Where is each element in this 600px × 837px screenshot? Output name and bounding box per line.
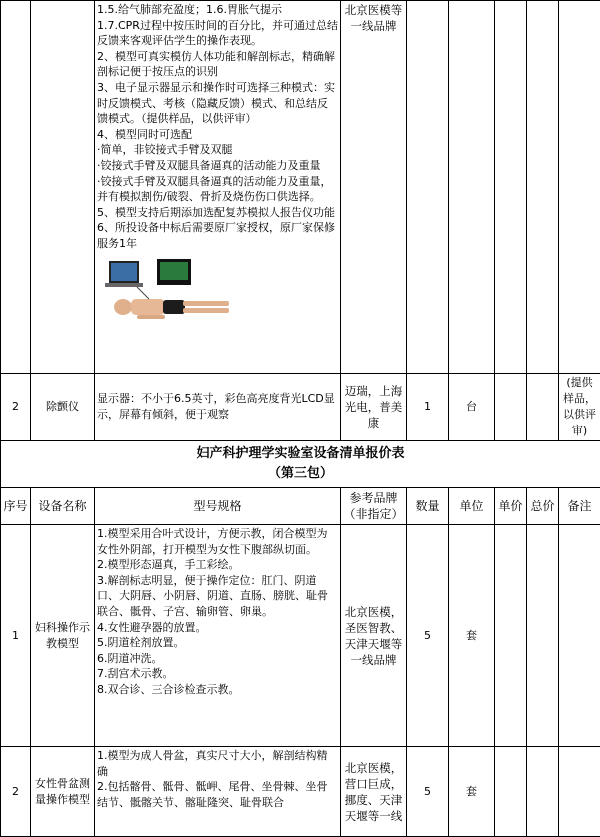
manikin-head [114,299,132,315]
header-qty: 数量 [407,488,449,525]
spec-line: ·铰接式手臂及双腿具备逼真的活动能力及重量 [97,158,338,174]
cell-note [559,525,600,747]
header-spec: 型号规格 [95,488,341,525]
cell-unit: 台 [449,374,495,441]
header-no: 序号 [1,488,31,525]
spec-line: 1.模型为成人骨盆，真实尺寸大小，解剖结构精确 [97,748,338,779]
cell-name: 女性骨盆测量操作模型 [31,747,95,837]
cell-brand: 北京医模，营口巨成，挪度、天津天堰等一线 [341,747,407,837]
section-title-line1: 妇产科护理学实验室设备清单报价表 [1,444,600,464]
cell-qty: 5 [407,525,449,747]
cell-brand [341,1,407,374]
cell-name: 妇科操作示教模型 [31,525,95,747]
cell-no: 2 [1,747,31,837]
cell-no [1,1,31,374]
cell-spec [95,525,341,747]
spec-line: 2、模型可真实模仿人体功能和解剖标志，精确解剖标记便于按压点的识别 [97,49,338,80]
cell-no: 2 [1,374,31,441]
cell-qty: 1 [407,374,449,441]
header-unit: 单位 [449,488,495,525]
cell-name [31,1,95,374]
spec-line: 8.双合诊、三合诊检查示教。 [97,682,338,698]
cell-no: 1 [1,525,31,747]
spec-line: 1.7.CPR过程中按压时间的百分比，并可通过总结反馈来客观评估学生的操作表现。 [97,18,338,49]
spec-line: 4.女性避孕器的放置。 [97,620,338,636]
table-row-pelvis-model [1,747,600,837]
header-name: 设备名称 [31,488,95,525]
cell-price [495,747,527,837]
spec-line: 2.模型形态逼真，手工彩绘。 [97,557,338,573]
table-row-cpr [1,1,600,374]
cell-unit: 套 [449,747,495,837]
cell-unit [449,1,495,374]
cell-total [527,747,559,837]
spec-line: 1.5.给气肺部充盈度；1.6.胃胀气提示 [97,2,338,18]
cell-name: 除颤仪 [31,374,95,441]
spec-line: 5、模型支持后期添加选配复苏模拟人报告仪功能 [97,205,338,221]
cell-qty [407,1,449,374]
table-row-gyn-model [1,525,600,747]
cell-qty: 5 [407,747,449,837]
cpr-manikin-illustration [97,255,247,327]
spec-line: 3、电子显示器显示和操作时可选择三种模式：实时反馈模式、考核（隐藏反馈）模式、和总结反馈模式。（提供样品，以供评审） [97,80,338,127]
cell-brand: 迈瑞，上海光电，普美康 [341,374,407,441]
spec-line: 1.模型采用合叶式设计，方便示教，闭合模型为女性外阴部，打开模型为女性下腹部纵切面。 [97,526,338,557]
cell-price [495,525,527,747]
cell-note [559,747,600,837]
header-price: 单价 [495,488,527,525]
cell-total [527,525,559,747]
cell-spec: 显示器：不小于6.5英寸，彩色高亮度背光LCD显示，屏幕有倾斜，便于观察 [95,374,341,441]
section-title-row [1,441,600,488]
cell-spec [95,747,341,837]
cpr-manikin-figure [97,255,338,329]
spec-line: ·简单，非铰接式手臂及双腿 [97,142,338,158]
section-title-line2: （第三包） [1,464,600,484]
header-note: 备注 [559,488,600,525]
cell-note [559,1,600,374]
spec-line: 7.刮宫术示教。 [97,666,338,682]
cell-price [495,1,527,374]
brand-text: 北京医模等一线品牌 [343,2,404,34]
section-title [1,441,600,488]
spec-line: 5.阴道栓剂放置。 [97,635,338,651]
spec-line: ·铰接式手臂及双腿具备逼真的活动能力及重量，并有模拟割伤/破裂、骨折及烧伤伤口供选择。 [97,174,338,205]
spec-line: 2.包括髂骨、骶骨、骶岬、尾骨、坐骨棘、坐骨结节、骶髂关节、髂耻隆突、耻骨联合 [97,779,338,810]
cell-note: (提供样品，以供评审) [559,374,600,441]
header-total: 总价 [527,488,559,525]
spec-line: 6、所投设备中标后需要原厂家授权，原厂家保修服务1年 [97,220,338,251]
header-brand: 参考品牌（非指定） [341,488,407,525]
cell-total [527,1,559,374]
cell-unit: 套 [449,525,495,747]
spec-line: 3.解剖标志明显，便于操作定位：肛门、阴道口、大阴唇、小阴唇、阴道、直肠、膀胱、耻骨联合、骶骨、子宫、输卵管、卵巢。 [97,573,338,620]
cell-total [527,374,559,441]
table-row-defibrillator [1,374,600,441]
spec-line: 4、模型同时可选配 [97,127,338,143]
table-header-row [1,488,600,525]
cell-brand: 北京医模，圣医智教、天津天堰等一线品牌 [341,525,407,747]
spec-line: 6.阴道冲洗。 [97,651,338,667]
cell-price [495,374,527,441]
cell-spec [95,1,341,374]
